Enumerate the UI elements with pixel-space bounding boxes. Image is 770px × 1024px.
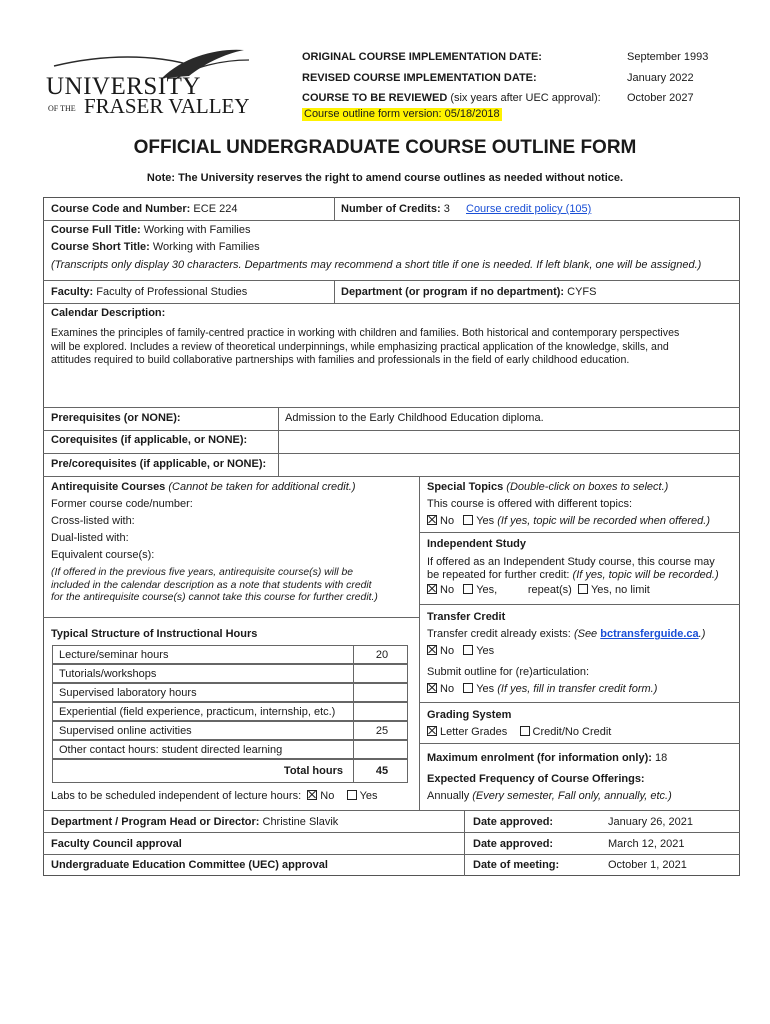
transfer-credit-title: Transfer Credit bbox=[427, 611, 506, 623]
approval-faculty-council: Faculty Council approval bbox=[51, 838, 182, 850]
independent-study-title: Independent Study bbox=[427, 538, 526, 550]
orig-date-value: September 1993 bbox=[627, 51, 709, 63]
hours-row-online: Supervised online activities 25 bbox=[52, 721, 408, 740]
frequency-value: Annually (Every semester, Fall only, annually, etc.) bbox=[427, 790, 672, 802]
independent-no-limit-checkbox[interactable] bbox=[578, 584, 588, 594]
grading-system-title: Grading System bbox=[427, 709, 512, 721]
rev-date-value: January 2022 bbox=[627, 72, 694, 84]
course-code: Course Code and Number: ECE 224 bbox=[51, 203, 238, 215]
hours-row-lecture: Lecture/seminar hours 20 bbox=[52, 645, 408, 664]
calendar-description: Examines the principles of family-centred practice in working with children and families. Both historical and contemporary perspectives will be explored. Includes a review of theoretical underpinnings, while emphasizing practical application of the knowledge, skills, and attitudes required to build collaborative partnerships with families and professionals in the field of early childhood education. bbox=[51, 327, 680, 366]
credit-no-credit-checkbox[interactable] bbox=[520, 726, 530, 736]
special-topics-options: No Yes (If yes, topic will be recorded when offered.) bbox=[427, 515, 710, 528]
submit-yes-checkbox[interactable] bbox=[463, 683, 473, 693]
precorequisites-label: Pre/corequisites (if applicable, or NONE): bbox=[51, 458, 267, 470]
independent-yes-checkbox[interactable] bbox=[463, 584, 473, 594]
review-date-value: October 2027 bbox=[627, 92, 694, 104]
calendar-description-label: Calendar Description: bbox=[51, 307, 166, 319]
rev-date-label: REVISED COURSE IMPLEMENTATION DATE: bbox=[302, 72, 537, 84]
transfer-exists-yes-checkbox[interactable] bbox=[463, 645, 473, 655]
approval-dept-date-value: January 26, 2021 bbox=[608, 816, 694, 828]
university-logo bbox=[44, 46, 254, 122]
faculty: Faculty: Faculty of Professional Studies bbox=[51, 286, 248, 298]
transfer-credit-exists: Transfer credit already exists: (See bctransferguide.ca.) bbox=[427, 628, 706, 640]
independent-study-line1: If offered as an Independent Study course, this course may bbox=[427, 556, 715, 568]
independent-study-options: No Yes, repeat(s) Yes, no limit bbox=[427, 584, 650, 597]
number-of-credits: Number of Credits: 3 bbox=[341, 203, 450, 215]
labs-no-checkbox[interactable] bbox=[307, 790, 317, 800]
amend-note: Note: The University reserves the right to amend course outlines as needed without notice. bbox=[146, 172, 624, 184]
page-title: OFFICIAL UNDERGRADUATE COURSE OUTLINE FORM bbox=[133, 137, 637, 158]
approval-dept-date-label: Date approved: bbox=[473, 816, 554, 828]
department: Department (or program if no department): CYFS bbox=[341, 286, 597, 298]
special-topics-line: This course is offered with different topics: bbox=[427, 498, 633, 510]
logo-fraser-valley: FRASER VALLEY bbox=[84, 94, 250, 118]
approval-uec-date-value: October 1, 2021 bbox=[608, 859, 687, 871]
approval-uec-date-label: Date of meeting: bbox=[473, 859, 560, 871]
special-topics-title: Special Topics (Double-click on boxes to select.) bbox=[427, 481, 669, 493]
approval-faculty-date-label: Date approved: bbox=[473, 838, 554, 850]
course-full-title: Course Full Title: Working with Families bbox=[51, 224, 251, 236]
prerequisites-value: Admission to the Early Childhood Education diploma. bbox=[285, 412, 544, 424]
independent-study-line2: be repeated for further credit: (If yes, topic will be recorded.) bbox=[427, 569, 719, 581]
dual-listed: Dual-listed with: bbox=[51, 532, 129, 544]
special-no-checkbox[interactable] bbox=[427, 515, 437, 525]
special-yes-checkbox[interactable] bbox=[463, 515, 473, 525]
former-course-code: Former course code/number: bbox=[51, 498, 193, 510]
orig-date-label: ORIGINAL COURSE IMPLEMENTATION DATE: bbox=[302, 51, 542, 63]
bctransferguide-link[interactable]: bctransferguide.ca bbox=[600, 628, 699, 640]
maximum-enrolment: Maximum enrolment (for information only): 18 bbox=[427, 752, 668, 764]
approval-faculty-date-value: March 12, 2021 bbox=[608, 838, 685, 850]
independent-no-checkbox[interactable] bbox=[427, 584, 437, 594]
course-short-title: Course Short Title: Working with Families bbox=[51, 241, 260, 253]
grading-options: Letter Grades Credit/No Credit bbox=[427, 726, 611, 739]
hours-row-other: Other contact hours: student directed learning bbox=[52, 740, 408, 759]
hours-row-experiential: Experiential (field experience, practicum, internship, etc.) bbox=[52, 702, 408, 721]
approval-uec: Undergraduate Education Committee (UEC) approval bbox=[51, 859, 328, 871]
transcript-note: (Transcripts only display 30 characters. Departments may recommend a short title if one is needed. If left blank, one will be assigned.) bbox=[51, 259, 702, 271]
review-date-label: COURSE TO BE REVIEWED (six years after UEC approval): bbox=[302, 92, 601, 104]
antirequisite-note: (If offered in the previous five years, antirequisite course(s) will be included in the calendar description as a note that students with credit for the antirequisite course(s) cannot take this course for further credit.) bbox=[51, 567, 378, 603]
credit-policy-link[interactable]: Course credit policy (105) bbox=[466, 203, 592, 215]
labs-scheduled: Labs to be scheduled independent of lecture hours: No Yes bbox=[51, 790, 378, 802]
letter-grades-checkbox[interactable] bbox=[427, 726, 437, 736]
submit-outline-options: No Yes (If yes, fill in transfer credit form.) bbox=[427, 683, 657, 696]
transfer-exists-options: No Yes bbox=[427, 645, 494, 658]
transfer-exists-no-checkbox[interactable] bbox=[427, 645, 437, 655]
prerequisites-label: Prerequisites (or NONE): bbox=[51, 412, 181, 424]
logo-of-the: OF THE bbox=[48, 104, 76, 113]
approval-dept-head: Department / Program Head or Director: Christine Slavik bbox=[51, 816, 339, 828]
equivalent-courses: Equivalent course(s): bbox=[51, 549, 155, 561]
submit-outline: Submit outline for (re)articulation: bbox=[427, 666, 590, 678]
submit-no-checkbox[interactable] bbox=[427, 683, 437, 693]
form-version: Course outline form version: 05/18/2018 bbox=[304, 108, 500, 120]
hours-row-total: Total hours 45 bbox=[52, 759, 408, 783]
hours-row-lab: Supervised laboratory hours bbox=[52, 683, 408, 702]
hours-row-tutorials: Tutorials/workshops bbox=[52, 664, 408, 683]
logo-university: UNIVERSITY bbox=[46, 73, 201, 100]
hours-structure-title: Typical Structure of Instructional Hours bbox=[51, 628, 258, 640]
antirequisite-title: Antirequisite Courses (Cannot be taken for additional credit.) bbox=[51, 481, 356, 493]
cross-listed: Cross-listed with: bbox=[51, 515, 135, 527]
corequisites-label: Corequisites (if applicable, or NONE): bbox=[51, 434, 248, 446]
frequency-label: Expected Frequency of Course Offerings: bbox=[427, 773, 645, 785]
labs-yes-checkbox[interactable] bbox=[347, 790, 357, 800]
